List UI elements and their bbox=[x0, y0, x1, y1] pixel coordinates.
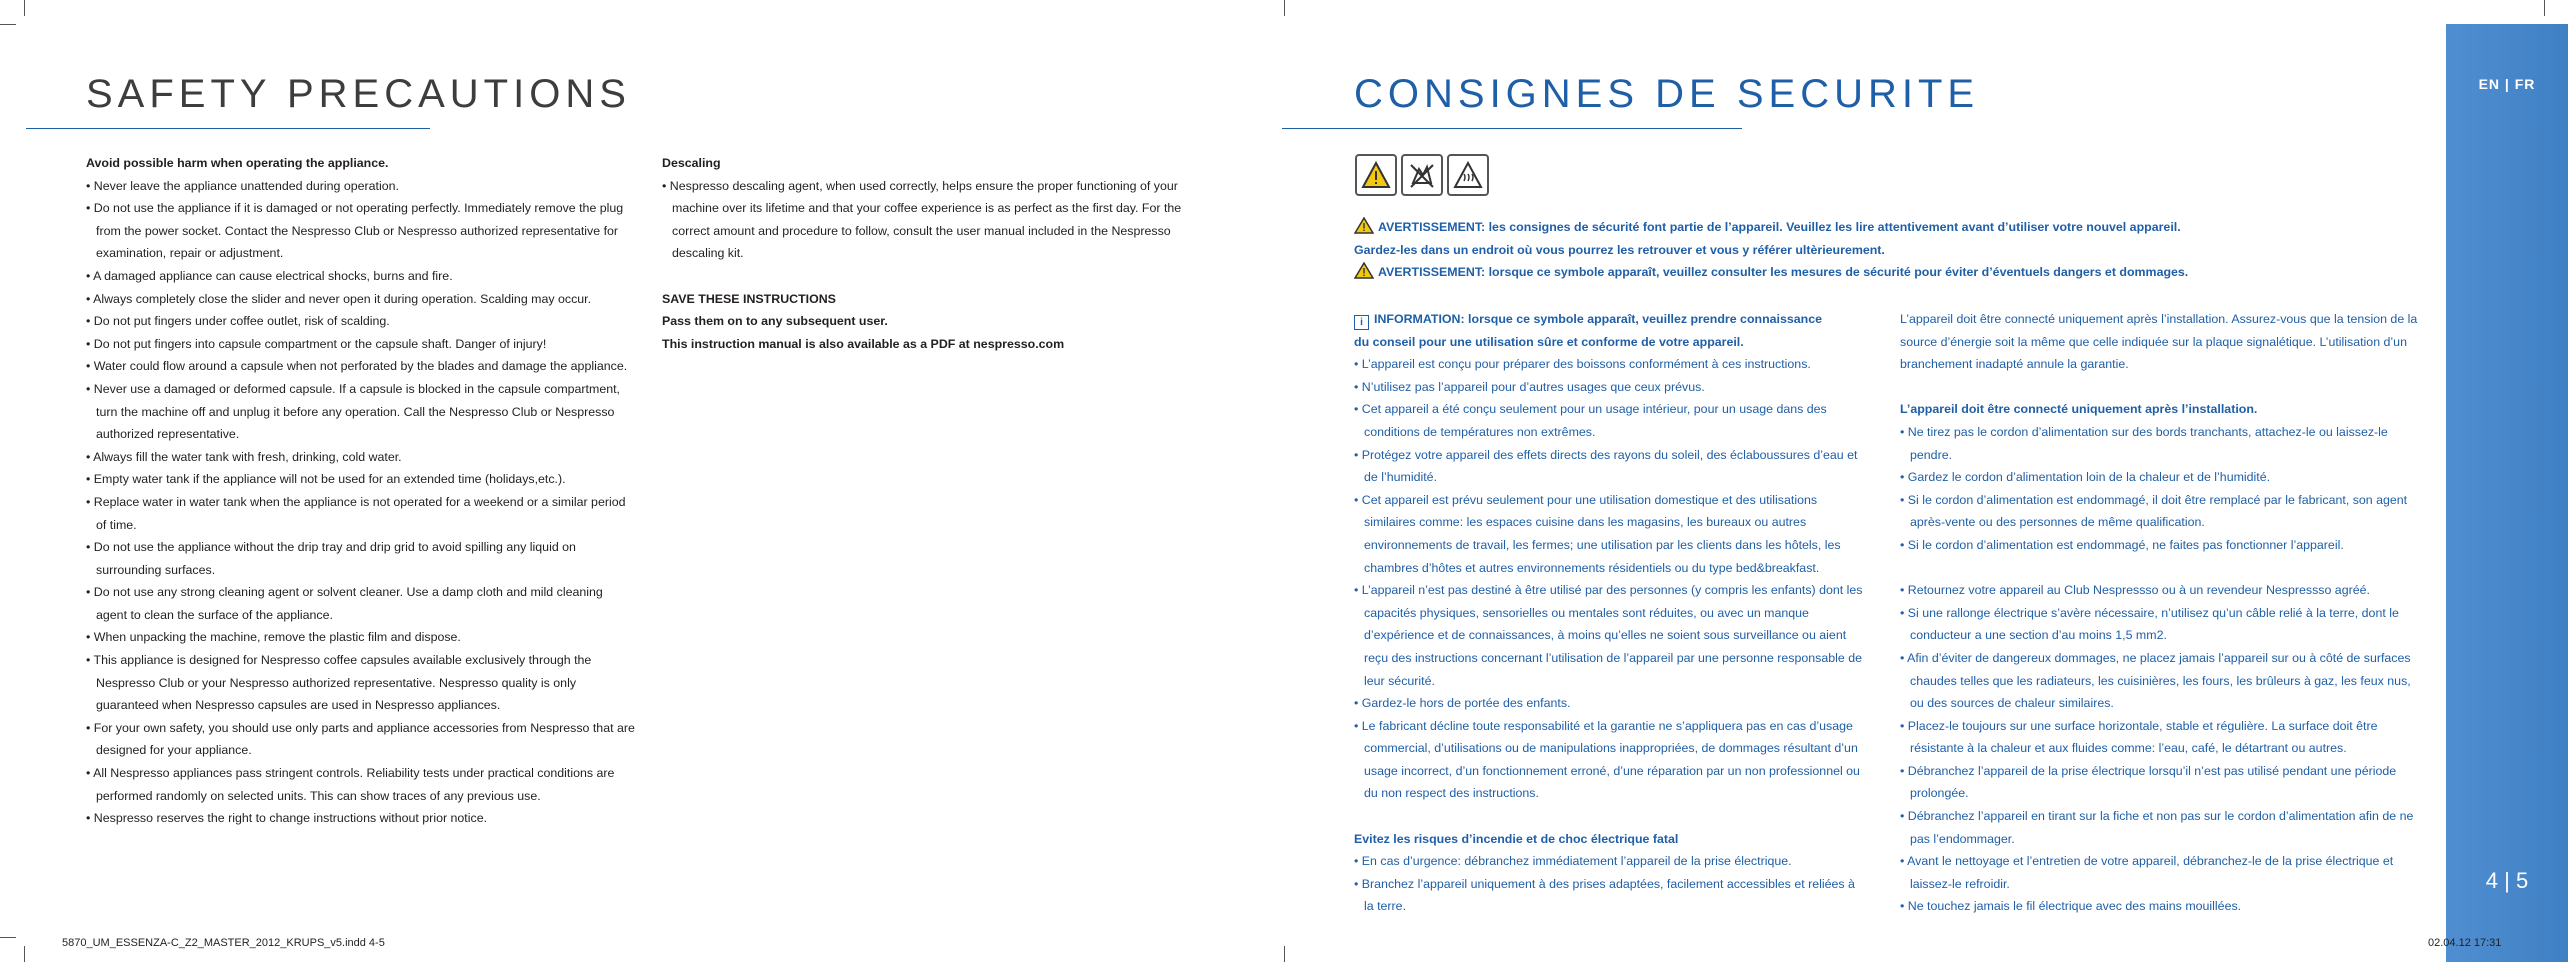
list-item: • This appliance is designed for Nespresso coffee capsules available exclusively through the Nespresso Club or your Nespresso authorized representative. Nespresso quality is only guaranteed when Nespresso capsules are used in Nespresso appliances. bbox=[86, 653, 592, 713]
list-item: • Si une rallonge électrique s’avère nécessaire, n’utilisez qu’un câble relié à la terre, dont le conducteur a une section d’au moins 1,5 mm2. bbox=[1900, 605, 2399, 643]
list-item: • L’appareil n’est pas destiné à être utilisé par des personnes (y compris les enfants) dont les capacités physiques, sensorielles ou mentales sont réduites, ou avec un manque d’expérience et de connaissances, à moins qu’elles ne soient sous surveillance ou aient reçu des instructions concernant l’utilisation de l’appareil par une personne responsable de leur sécurité. bbox=[1354, 583, 1863, 688]
list-item: • Do not put fingers under coffee outlet, risk of scalding. bbox=[86, 314, 390, 329]
list-item: • En cas d’urgence: débranchez immédiatement l’appareil de la prise électrique. bbox=[1354, 854, 1792, 869]
crop-mark bbox=[0, 24, 16, 25]
info-line: INFORMATION: lorsque ce symbole apparaît, veuillez prendre connaissance bbox=[1374, 312, 1823, 326]
no-fingers-icon bbox=[1401, 154, 1443, 196]
consignes-column-1 bbox=[1354, 308, 1866, 918]
list-item: • Cet appareil est prévu seulement pour une utilisation domestique et des utilisations similaires comme: les espaces cuisine dans les magasins, les bureaux ou autres environnements de travail, les fermes; une utilisation par les clients dans les hôtels, les chambres d’hôtes et autres environnements résidentiels ou du type bed&breakfast. bbox=[1354, 492, 1841, 575]
list-item: • When unpacking the machine, remove the plastic film and dispose. bbox=[86, 630, 461, 645]
list-item: • Protégez votre appareil des effets directs des rayons du soleil, des éclaboussures d’eau et de l’humidité. bbox=[1354, 447, 1858, 485]
page-title: SAFETY PRECAUTIONS bbox=[86, 72, 631, 116]
warning-triangle-icon bbox=[1354, 217, 1374, 234]
pdf-availability-line: This instruction manual is also available as a PDF at nespresso.com bbox=[662, 336, 1065, 351]
list-item: • Do not put fingers into capsule compartment or the capsule shaft. Danger of injury! bbox=[86, 336, 547, 351]
page-title-fr: CONSIGNES DE SECURITE bbox=[1354, 72, 1980, 116]
list-item: • Gardez le cordon d’alimentation loin de la chaleur et de l’humidité. bbox=[1900, 470, 2271, 485]
list-item: • Cet appareil a été conçu seulement pour un usage intérieur, pour un usage dans des conditions de températures non extrêmes. bbox=[1354, 402, 1827, 439]
crop-mark bbox=[24, 946, 25, 962]
save-instructions-line: Pass them on to any subsequent user. bbox=[662, 314, 888, 329]
list-item: • Débranchez l’appareil de la prise électrique lorsqu’il n’est pas utilisé pendant une période prolongée. bbox=[1900, 763, 2397, 801]
list-item: • Débranchez l’appareil en tirant sur la fiche et non pas sur le cordon d’alimentation afin de ne pas l’endommager. bbox=[1900, 809, 2414, 846]
warning-line: Gardez-les dans un endroit où vous pourrez les retrouver et vous y référer ultèrieurement. bbox=[1354, 242, 1885, 257]
list-item: • Always fill the water tank with fresh, drinking, cold water. bbox=[86, 449, 402, 464]
date-footer: 02.04.12 17:31 bbox=[2428, 937, 2502, 949]
list-item: • L’appareil est conçu pour préparer des boissons conformément à ces instructions. bbox=[1354, 357, 1811, 372]
list-item: • For your own safety, you should use only parts and appliance accessories from Nespresso that are designed for your appliance. bbox=[86, 720, 635, 758]
language-label: EN | FR bbox=[2478, 76, 2536, 92]
list-item: • All Nespresso appliances pass stringent controls. Reliability tests under practical conditions are performed randomly on selected units. This can show traces of any previous use. bbox=[86, 766, 615, 803]
section-heading: Avoid possible harm when operating the appliance. bbox=[86, 156, 389, 170]
crop-mark bbox=[24, 0, 25, 16]
info-icon: i bbox=[1354, 315, 1369, 330]
title-rule-fr bbox=[1282, 128, 1742, 129]
consignes-column-2 bbox=[1900, 308, 2420, 918]
list-item: • Avant le nettoyage et l’entretien de votre appareil, débranchez-le de la prise électrique et laissez-le refroidir. bbox=[1900, 854, 2394, 891]
list-item: • Replace water in water tank when the appliance is not operated for a weekend or a similar period of time. bbox=[86, 494, 626, 532]
connection-heading: L’appareil doit être connecté uniquement après l’installation. bbox=[1900, 402, 2258, 417]
warning-block bbox=[1354, 216, 2434, 284]
list-item: • Le fabricant décline toute responsabilité et la garantie ne s’appliquera pas en cas d’usage commercial, d’utilisations ou de manipulations inappropriées, de dommages résultant d’un usage incorrect, d’un fonctionnement erroné, d’une réparation par un non professionnel ou du non respect des instructions. bbox=[1354, 718, 1860, 801]
descaling-heading: Descaling bbox=[662, 156, 721, 170]
list-item: • Placez-le toujours sur une surface horizontale, stable et régulière. La surface doit être résistante à la chaleur et aux fluides comme: l’eau, café, le détartrant ou autres. bbox=[1900, 718, 2378, 756]
warning-line: AVERTISSEMENT: les consignes de sécurité font partie de l’appareil. Veuillez les lire attentivement avant d’utiliser votre nouvel appareil. bbox=[1378, 220, 2181, 234]
list-item: • Retournez votre appareil au Club Nespressso ou à un revendeur Nespressso agréé. bbox=[1900, 583, 2370, 598]
crop-mark bbox=[1284, 946, 1285, 962]
page-numbers: 4 | 5 bbox=[2485, 868, 2529, 893]
list-item: • Always completely close the slider and never open it during operation. Scalding may occur. bbox=[86, 291, 592, 306]
file-footer: 5870_UM_ESSENZA-C_Z2_MASTER_2012_KRUPS_v5.indd 4-5 bbox=[62, 937, 385, 949]
safety-column-1 bbox=[86, 152, 636, 830]
safety-icons bbox=[1355, 154, 1489, 196]
crop-mark bbox=[2544, 0, 2545, 16]
list-item: • Water could flow around a capsule when not perforated by the blades and damage the appliance. bbox=[86, 359, 628, 374]
descaling-text: • Nespresso descaling agent, when used correctly, helps ensure the proper functioning of your machine over its lifetime and that your coffee experience is as perfect as the first day. For the correct amount and procedure to follow, consult the user manual included in the Nespresso descaling kit. bbox=[662, 178, 1182, 261]
list-item: • Empty water tank if the appliance will not be used for an extended time (holidays,etc.). bbox=[86, 472, 566, 487]
list-item: • A damaged appliance can cause electrical shocks, burns and fire. bbox=[86, 268, 453, 283]
list-item: • Branchez l’appareil uniquement à des prises adaptées, facilement accessibles et reliées à la terre. bbox=[1354, 876, 1855, 914]
safety-column-2 bbox=[662, 152, 1210, 355]
list-item: • Do not use the appliance if it is damaged or not operating perfectly. Immediately remove the plug from the power socket. Contact the Nespresso Club or Nespresso authorized representative for examination, repair or adjustment. bbox=[86, 201, 624, 261]
list-item: • Nespresso reserves the right to change instructions without prior notice. bbox=[86, 811, 488, 826]
list-item: • Never use a damaged or deformed capsule. If a capsule is blocked in the capsule compartment, turn the machine off and unplug it before any operation. Call the Nespresso Club or Nespresso authorized representative. bbox=[86, 381, 620, 442]
list-item: • Gardez-le hors de portée des enfants. bbox=[1354, 696, 1571, 711]
save-instructions-title: SAVE THESE INSTRUCTIONS bbox=[662, 291, 836, 306]
list-item: • N’utilisez pas l’appareil pour d’autres usages que ceux prévus. bbox=[1354, 379, 1705, 394]
list-item: • Never leave the appliance unattended during operation. bbox=[86, 178, 399, 193]
list-item: • Si le cordon d’alimentation est endommagé, il doit être remplacé par le fabricant, son agent après-vente ou des personnes de même qualification. bbox=[1900, 492, 2408, 530]
warning-triangle-icon bbox=[1354, 262, 1374, 279]
fire-heading: Evitez les risques d’incendie et de choc électrique fatal bbox=[1354, 831, 1679, 846]
hot-surface-icon bbox=[1447, 154, 1489, 196]
title-rule bbox=[26, 128, 430, 129]
info-line: du conseil pour une utilisation sûre et conforme de votre appareil. bbox=[1354, 334, 1744, 349]
warning-line: AVERTISSEMENT: lorsque ce symbole apparaît, veuillez consulter les mesures de sécurité pour éviter d’éventuels dangers et dommages. bbox=[1378, 265, 2189, 280]
language-tab bbox=[2446, 24, 2568, 962]
list-item: • Ne touchez jamais le fil électrique avec des mains mouillées. bbox=[1900, 899, 2242, 914]
list-item: • Si le cordon d’alimentation est endommagé, ne faites pas fonctionner l’appareil. bbox=[1900, 537, 2344, 552]
list-item: • Ne tirez pas le cordon d’alimentation sur des bords tranchants, attachez-le ou laissez-le pendre. bbox=[1900, 424, 2388, 462]
list-item: • Do not use the appliance without the drip tray and drip grid to avoid spilling any liquid on surrounding surfaces. bbox=[86, 540, 576, 577]
crop-mark bbox=[0, 937, 16, 938]
crop-mark bbox=[1284, 0, 1285, 16]
intro-paragraph: L’appareil doit être connecté uniquement après l’installation. Assurez-vous que la tension de la source d’énergie soit la même que celle indiquée sur la plaque signalétique. L’utilisation d’un branchement inadapté annule la garantie. bbox=[1900, 312, 2418, 372]
list-item: • Do not use any strong cleaning agent or solvent cleaner. Use a damp cloth and mild cleaning agent to clean the surface of the appliance. bbox=[86, 585, 603, 622]
list-item: • Afin d’éviter de dangereux dommages, ne placez jamais l’appareil sur ou à côté de surfaces chaudes telles que les radiateurs, les cuisinières, les fours, les brûleurs à gaz, les feux nus, ou des sources de chaleur similaires. bbox=[1900, 650, 2411, 711]
warning-triangle-icon bbox=[1355, 154, 1397, 196]
